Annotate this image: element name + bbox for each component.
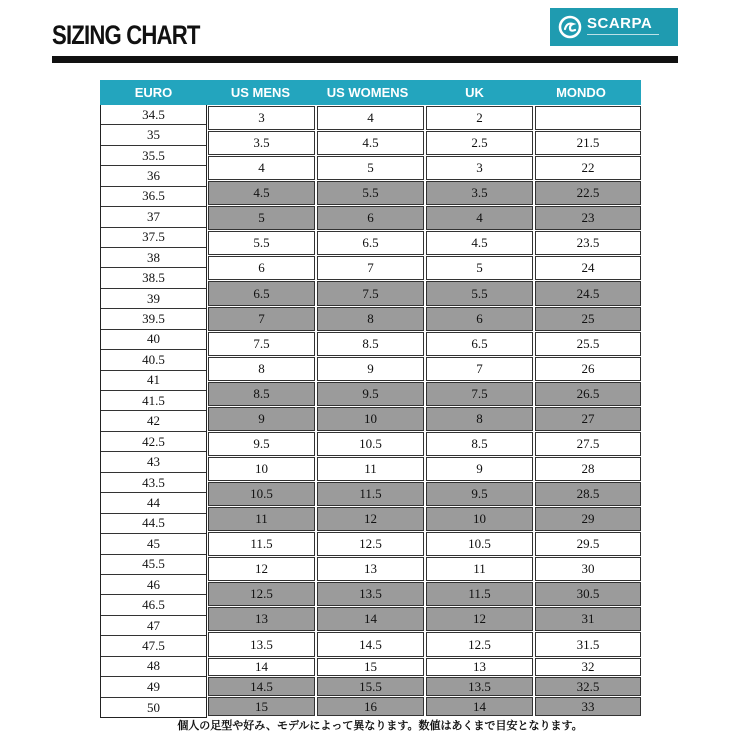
table-row (208, 106, 641, 130)
us-womens-cell: 4 (317, 106, 424, 130)
header-mondo: MONDO (556, 85, 606, 100)
mondo-cell: 25 (535, 307, 641, 331)
us-mens-cell: 5.5 (208, 231, 315, 255)
table-row (208, 407, 641, 431)
us-mens-cell: 11 (208, 507, 315, 531)
us-mens-cell: 5 (208, 206, 315, 230)
us-womens-cell: 8 (317, 307, 424, 331)
table-row (208, 231, 641, 255)
euro-cell: 49 (101, 677, 206, 697)
euro-cell: 36 (101, 166, 206, 186)
us-womens-cell: 13.5 (317, 582, 424, 606)
us-mens-cell: 10 (208, 457, 315, 481)
uk-cell: 13 (426, 658, 533, 677)
mondo-cell: 22 (535, 156, 641, 180)
table-row (208, 582, 641, 606)
euro-cell: 40.5 (101, 350, 206, 370)
table-row (208, 557, 641, 581)
table-row (208, 206, 641, 230)
mondo-cell: 25.5 (535, 332, 641, 356)
table-header (100, 80, 641, 105)
euro-cell: 35.5 (101, 146, 206, 166)
euro-cell: 38.5 (101, 268, 206, 288)
uk-cell: 5.5 (426, 281, 533, 305)
uk-cell: 12 (426, 607, 533, 631)
euro-cell: 41.5 (101, 391, 206, 411)
footnote: 個人の足型や好み、モデルによって異なります。数値はあくまで目安となります。 (177, 719, 583, 732)
uk-cell: 6.5 (426, 332, 533, 356)
header-us-womens: US WOMENS (326, 85, 409, 100)
table-row (208, 181, 641, 205)
page-title: SIZING CHART (52, 20, 200, 50)
mondo-cell: 31 (535, 607, 641, 631)
euro-column (100, 105, 207, 718)
us-mens-cell: 4 (208, 156, 315, 180)
euro-cell: 39.5 (101, 309, 206, 329)
us-mens-cell: 14.5 (208, 677, 315, 696)
euro-cell: 47 (101, 616, 206, 636)
us-mens-cell: 6.5 (208, 281, 315, 305)
us-mens-cell: 12 (208, 557, 315, 581)
mondo-cell: 29 (535, 507, 641, 531)
title-rule (52, 56, 678, 63)
uk-cell: 3.5 (426, 181, 533, 205)
mondo-cell (535, 106, 641, 130)
us-mens-cell: 3 (208, 106, 315, 130)
table-row (208, 532, 641, 556)
us-mens-cell: 8 (208, 357, 315, 381)
table-row (208, 677, 641, 696)
us-mens-cell: 9.5 (208, 432, 315, 456)
us-mens-cell: 13 (208, 607, 315, 631)
brand-tagline-line (587, 34, 659, 38)
us-womens-cell: 8.5 (317, 332, 424, 356)
mondo-cell: 27.5 (535, 432, 641, 456)
mondo-cell: 23 (535, 206, 641, 230)
brand-name: SCARPA (587, 15, 653, 32)
us-mens-cell: 8.5 (208, 382, 315, 406)
euro-cell: 37.5 (101, 228, 206, 248)
uk-cell: 8 (426, 407, 533, 431)
us-womens-cell: 16 (317, 697, 424, 716)
us-mens-cell: 11.5 (208, 532, 315, 556)
euro-cell: 42 (101, 412, 206, 432)
euro-cell: 40 (101, 330, 206, 350)
euro-cell: 44.5 (101, 514, 206, 534)
uk-cell: 6 (426, 307, 533, 331)
brand-logo (550, 8, 678, 46)
us-womens-cell: 6 (317, 206, 424, 230)
us-womens-cell: 14.5 (317, 632, 424, 656)
us-womens-cell: 7.5 (317, 281, 424, 305)
table-row (208, 382, 641, 406)
mondo-cell: 28 (535, 457, 641, 481)
us-womens-cell: 9 (317, 357, 424, 381)
euro-cell: 45.5 (101, 555, 206, 575)
uk-cell: 9.5 (426, 482, 533, 506)
us-womens-cell: 9.5 (317, 382, 424, 406)
uk-cell: 8.5 (426, 432, 533, 456)
us-womens-cell: 13 (317, 557, 424, 581)
euro-cell: 41 (101, 371, 206, 391)
euro-cell: 34.5 (101, 105, 206, 125)
uk-cell: 10 (426, 507, 533, 531)
euro-cell: 42.5 (101, 432, 206, 452)
us-womens-cell: 4.5 (317, 131, 424, 155)
us-womens-cell: 15 (317, 658, 424, 677)
us-womens-cell: 5 (317, 156, 424, 180)
table-row (208, 697, 641, 716)
euro-cell: 47.5 (101, 636, 206, 656)
mondo-cell: 32.5 (535, 677, 641, 696)
table-row (208, 332, 641, 356)
scarpa-swirl-icon (558, 15, 582, 39)
us-womens-cell: 10.5 (317, 432, 424, 456)
euro-cell: 43.5 (101, 473, 206, 493)
euro-cell: 46 (101, 575, 206, 595)
mondo-cell: 28.5 (535, 482, 641, 506)
mondo-cell: 26 (535, 357, 641, 381)
table-row (208, 131, 641, 155)
euro-cell: 37 (101, 207, 206, 227)
mondo-cell: 27 (535, 407, 641, 431)
mondo-cell: 32 (535, 658, 641, 677)
table-row (208, 457, 641, 481)
mondo-cell: 24 (535, 256, 641, 280)
us-mens-cell: 6 (208, 256, 315, 280)
uk-cell: 11.5 (426, 582, 533, 606)
us-mens-cell: 15 (208, 697, 315, 716)
table-row (208, 281, 641, 305)
uk-cell: 4.5 (426, 231, 533, 255)
uk-cell: 13.5 (426, 677, 533, 696)
mondo-cell: 33 (535, 697, 641, 716)
mondo-cell: 21.5 (535, 131, 641, 155)
uk-cell: 2 (426, 106, 533, 130)
mondo-cell: 22.5 (535, 181, 641, 205)
us-mens-cell: 14 (208, 658, 315, 677)
uk-cell: 12.5 (426, 632, 533, 656)
uk-cell: 2.5 (426, 131, 533, 155)
us-womens-cell: 5.5 (317, 181, 424, 205)
mondo-cell: 24.5 (535, 281, 641, 305)
us-mens-cell: 9 (208, 407, 315, 431)
euro-cell: 36.5 (101, 187, 206, 207)
table-row (208, 256, 641, 280)
us-womens-cell: 12 (317, 507, 424, 531)
uk-cell: 7.5 (426, 382, 533, 406)
us-womens-cell: 7 (317, 256, 424, 280)
euro-cell: 46.5 (101, 595, 206, 615)
table-row (208, 632, 641, 656)
uk-cell: 3 (426, 156, 533, 180)
uk-cell: 10.5 (426, 532, 533, 556)
us-mens-cell: 7 (208, 307, 315, 331)
euro-cell: 38 (101, 248, 206, 268)
mondo-cell: 29.5 (535, 532, 641, 556)
table-row (208, 607, 641, 631)
uk-cell: 5 (426, 256, 533, 280)
us-womens-cell: 15.5 (317, 677, 424, 696)
euro-cell: 44 (101, 493, 206, 513)
table-row (208, 482, 641, 506)
euro-cell: 35 (101, 125, 206, 145)
euro-cell: 50 (147, 699, 160, 715)
uk-cell: 9 (426, 457, 533, 481)
table-row (208, 658, 641, 677)
us-womens-cell: 10 (317, 407, 424, 431)
mondo-cell: 23.5 (535, 231, 641, 255)
header-uk: UK (465, 85, 484, 100)
us-womens-cell: 11 (317, 457, 424, 481)
uk-cell: 7 (426, 357, 533, 381)
us-mens-cell: 7.5 (208, 332, 315, 356)
header-us-mens: US MENS (230, 85, 291, 100)
mondo-cell: 26.5 (535, 382, 641, 406)
table-row (208, 357, 641, 381)
table-row (208, 432, 641, 456)
header-euro: EURO (134, 85, 173, 100)
us-womens-cell: 12.5 (317, 532, 424, 556)
uk-cell: 14 (426, 697, 533, 716)
table-row (208, 156, 641, 180)
table-row (208, 507, 641, 531)
us-mens-cell: 12.5 (208, 582, 315, 606)
euro-cell: 48 (101, 657, 206, 677)
euro-cell: 45 (101, 534, 206, 554)
us-mens-cell: 13.5 (208, 632, 315, 656)
us-womens-cell: 6.5 (317, 231, 424, 255)
euro-cell: 43 (101, 452, 206, 472)
us-mens-cell: 3.5 (208, 131, 315, 155)
uk-cell: 11 (426, 557, 533, 581)
us-womens-cell: 11.5 (317, 482, 424, 506)
us-mens-cell: 10.5 (208, 482, 315, 506)
mondo-cell: 30.5 (535, 582, 641, 606)
mondo-cell: 30 (535, 557, 641, 581)
uk-cell: 4 (426, 206, 533, 230)
euro-cell: 39 (101, 289, 206, 309)
us-womens-cell: 14 (317, 607, 424, 631)
table-row (208, 307, 641, 331)
us-mens-cell: 4.5 (208, 181, 315, 205)
mondo-cell: 31.5 (535, 632, 641, 656)
